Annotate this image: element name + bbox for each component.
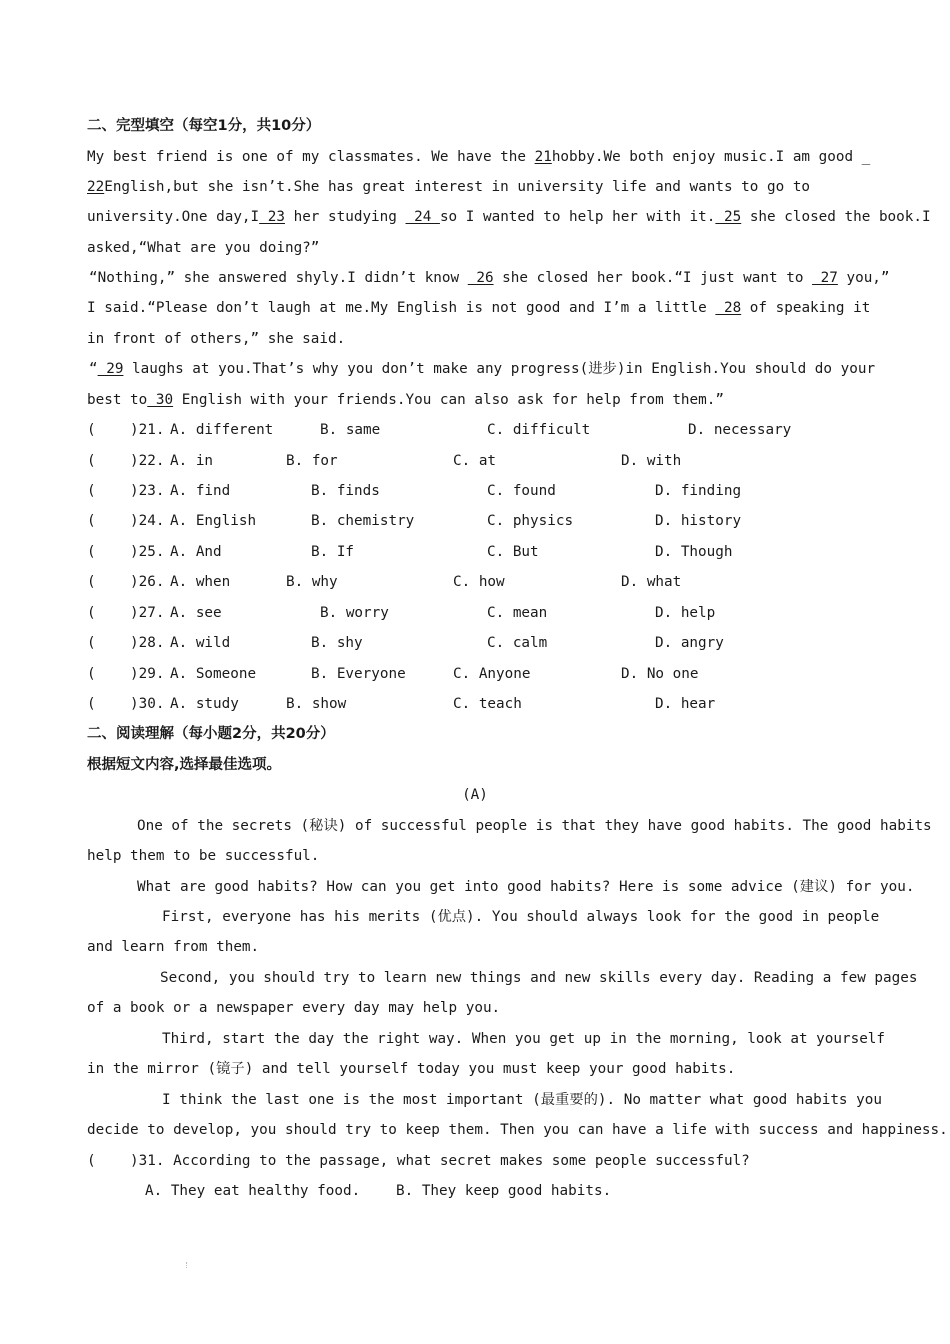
option-a[interactable]: A. study bbox=[170, 696, 239, 712]
option-a[interactable]: A. Someone bbox=[170, 666, 257, 682]
option-c[interactable]: C. calm bbox=[487, 635, 548, 651]
text: laughs at you.That’s why you don’t make any progress(进步)in English.You should do your bbox=[123, 361, 876, 377]
cloze-p3-line2 bbox=[87, 390, 724, 412]
text: she closed the book.I bbox=[741, 209, 931, 225]
blank-27: 27 bbox=[812, 270, 838, 286]
option-a[interactable]: A. find bbox=[170, 483, 231, 499]
option-b[interactable]: B. shy bbox=[311, 635, 363, 651]
text: hobby.We both enjoy music.I am good _ bbox=[551, 149, 871, 165]
option-c[interactable]: C. difficult bbox=[487, 422, 591, 438]
section-label: (A) bbox=[462, 787, 488, 803]
option-d[interactable]: D. angry bbox=[655, 635, 724, 651]
option-b[interactable]: B. why bbox=[286, 574, 338, 590]
question-31-option-b[interactable]: B. They keep good habits. bbox=[396, 1183, 612, 1199]
option-c[interactable]: C. teach bbox=[453, 696, 522, 712]
passage-line: Third, start the day the right way. When you get up in the morning, look at yourself bbox=[162, 1031, 886, 1047]
option-a[interactable]: A. And bbox=[170, 544, 222, 560]
reading-instruction: 根据短文内容,选择最佳选项。 bbox=[87, 757, 282, 773]
option-c[interactable]: C. physics bbox=[487, 513, 574, 529]
option-b[interactable]: B. Everyone bbox=[311, 666, 406, 682]
text: of speaking it bbox=[741, 300, 871, 316]
passage-line: First, everyone has his merits (优点). You should always look for the good in people bbox=[162, 909, 880, 925]
option-b[interactable]: B. same bbox=[320, 422, 381, 438]
passage-line: Second, you should try to learn new things and new skills every day. Reading a few pages bbox=[160, 970, 918, 986]
question-number: ( )30. bbox=[87, 696, 165, 712]
option-d[interactable]: D. necessary bbox=[688, 422, 792, 438]
text: you,” bbox=[837, 270, 890, 286]
option-b[interactable]: B. finds bbox=[311, 483, 380, 499]
cloze-p2-line3: in front of others,” she said. bbox=[87, 331, 346, 347]
option-b[interactable]: B. worry bbox=[320, 605, 389, 621]
question-number: ( )21. bbox=[87, 422, 165, 438]
option-a[interactable]: A. see bbox=[170, 605, 222, 621]
text: “ bbox=[89, 361, 98, 377]
text: best to bbox=[87, 392, 148, 408]
blank-30: 30 bbox=[147, 392, 174, 408]
option-c[interactable]: C. Anyone bbox=[453, 666, 531, 682]
question-number: ( )22. bbox=[87, 453, 165, 469]
question-number: ( )24. bbox=[87, 513, 165, 529]
text: she closed her book.“I just want to bbox=[493, 270, 813, 286]
cloze-p1-line2 bbox=[87, 177, 810, 199]
question-number: ( )25. bbox=[87, 544, 165, 560]
text: My best friend is one of my classmates. We have the bbox=[87, 149, 535, 165]
cloze-p3-line1 bbox=[89, 359, 875, 381]
text: so I wanted to help her with it. bbox=[439, 209, 716, 225]
option-a[interactable]: A. when bbox=[170, 574, 231, 590]
footer-mark bbox=[186, 1262, 190, 1268]
text: English,but she isn’t.She has great interest in university life and wants to go to bbox=[104, 179, 811, 195]
cloze-heading: 二、完型填空（每空1分，共10分） bbox=[87, 118, 321, 134]
question-number: ( )27. bbox=[87, 605, 165, 621]
option-d[interactable]: D. No one bbox=[621, 666, 699, 682]
option-a[interactable]: A. in bbox=[170, 453, 214, 469]
option-d[interactable]: D. history bbox=[655, 513, 742, 529]
option-d[interactable]: D. with bbox=[621, 453, 682, 469]
option-d[interactable]: D. what bbox=[621, 574, 682, 590]
option-b[interactable]: B. chemistry bbox=[311, 513, 415, 529]
blank-21: 21 bbox=[534, 149, 552, 165]
cloze-p1-line3 bbox=[87, 207, 931, 229]
option-d[interactable]: D. help bbox=[655, 605, 716, 621]
option-c[interactable]: C. But bbox=[487, 544, 539, 560]
blank-23: 23 bbox=[259, 209, 285, 225]
passage-line: of a book or a newspaper every day may help you. bbox=[87, 1000, 501, 1016]
blank-24: 24 bbox=[405, 209, 440, 225]
option-a[interactable]: A. English bbox=[170, 513, 257, 529]
blank-26: 26 bbox=[467, 270, 494, 286]
text: “Nothing,” she answered shyly.I didn’t know bbox=[89, 270, 468, 286]
passage-line: help them to be successful. bbox=[87, 848, 320, 864]
blank-22: 22 bbox=[87, 179, 105, 195]
passage-line: and learn from them. bbox=[87, 939, 260, 955]
text: English with your friends.You can also ask for help from them.” bbox=[173, 392, 724, 408]
blank-29: 29 bbox=[97, 361, 124, 377]
option-d[interactable]: D. hear bbox=[655, 696, 716, 712]
option-c[interactable]: C. how bbox=[453, 574, 505, 590]
passage-line: decide to develop, you should try to keep them. Then you can have a life with success and happiness. bbox=[87, 1122, 948, 1138]
question-number: ( )23. bbox=[87, 483, 165, 499]
text: university.One day,I bbox=[87, 209, 260, 225]
option-b[interactable]: B. show bbox=[286, 696, 347, 712]
reading-heading: 二、阅读理解（每小题2分，共20分） bbox=[87, 726, 335, 742]
blank-28: 28 bbox=[715, 300, 742, 316]
option-a[interactable]: A. wild bbox=[170, 635, 231, 651]
option-d[interactable]: D. Though bbox=[655, 544, 733, 560]
passage-line: What are good habits? How can you get into good habits? Here is some advice (建议) for you. bbox=[137, 879, 915, 895]
question-31-stem: ( )31. According to the passage, what secret makes some people successful? bbox=[87, 1153, 750, 1169]
option-b[interactable]: B. If bbox=[311, 544, 355, 560]
option-b[interactable]: B. for bbox=[286, 453, 338, 469]
text: I said.“Please don’t laugh at me.My English is not good and I’m a little bbox=[87, 300, 716, 316]
option-d[interactable]: D. finding bbox=[655, 483, 742, 499]
question-number: ( )29. bbox=[87, 666, 165, 682]
cloze-p1-line1 bbox=[87, 147, 870, 169]
blank-25: 25 bbox=[715, 209, 742, 225]
question-number: ( )28. bbox=[87, 635, 165, 651]
cloze-p2-line2 bbox=[87, 298, 870, 320]
option-c[interactable]: C. mean bbox=[487, 605, 548, 621]
passage-line: in the mirror (镜子) and tell yourself today you must keep your good habits. bbox=[87, 1061, 736, 1077]
passage-line: I think the last one is the most important (最重要的). No matter what good habits you bbox=[162, 1092, 882, 1108]
cloze-p2-line1 bbox=[89, 268, 890, 290]
option-c[interactable]: C. found bbox=[487, 483, 556, 499]
question-number: ( )26. bbox=[87, 574, 165, 590]
passage-line: One of the secrets (秘诀) of successful people is that they have good habits. The good habits bbox=[137, 818, 932, 834]
question-31-option-a[interactable]: A. They eat healthy food. bbox=[145, 1183, 361, 1199]
cloze-p1-line4: asked,“What are you doing?” bbox=[87, 240, 320, 256]
option-a[interactable]: A. different bbox=[170, 422, 274, 438]
option-c[interactable]: C. at bbox=[453, 453, 497, 469]
text: her studying bbox=[284, 209, 406, 225]
